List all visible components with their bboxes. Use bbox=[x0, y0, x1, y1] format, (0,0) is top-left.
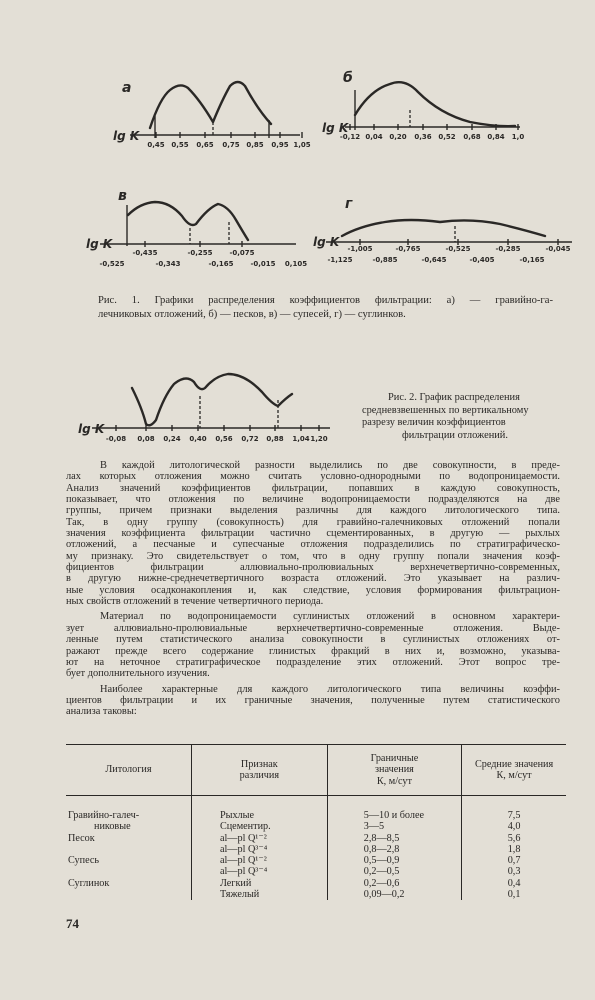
text-line: лах которых отложения можно считать условно-однородными по водопроницаемости. bbox=[66, 471, 560, 483]
panel-letter-b: б bbox=[343, 70, 353, 86]
cell-bounds: 5—10 и более bbox=[327, 796, 461, 822]
tick-label: -0,343 bbox=[155, 260, 181, 268]
text-line: ют на неточное стратиграфическое подразделение этих отложений. Этот вопрос тре- bbox=[66, 656, 560, 668]
header-mean: Средние значения К, м/сут bbox=[462, 745, 566, 796]
tick-label: 0,95 bbox=[271, 141, 289, 149]
tick-label: 0,85 bbox=[246, 141, 264, 149]
axis-label-c: lg K bbox=[86, 237, 113, 251]
header-sign: Признак различия bbox=[191, 745, 327, 796]
paragraph-1 bbox=[66, 460, 560, 611]
tick-label: 0,105 bbox=[284, 260, 308, 268]
cell-lithology: никовые bbox=[94, 821, 131, 833]
cell-sign: al—pl Q³⁻⁴ bbox=[191, 844, 327, 855]
tick-label: 0,52 bbox=[438, 133, 456, 141]
text-line: ленные путем статистического анализа совокупности в суглинистых отложениях от- bbox=[66, 634, 560, 646]
figure2-caption bbox=[362, 392, 555, 442]
cell-mean: 1,8 bbox=[462, 844, 566, 855]
figure2-caption-line: средневзвешенных по вертикальному bbox=[362, 404, 529, 416]
cell-lithology: Супесь bbox=[68, 855, 100, 867]
cell-lithology bbox=[66, 844, 191, 855]
paragraph-2 bbox=[66, 611, 560, 683]
tick-label: 0,45 bbox=[147, 141, 165, 149]
text-line: в другую нижне-среднечетвертичного возраста отложений. Это указывает на различ- bbox=[66, 573, 560, 585]
figure1-caption bbox=[98, 294, 553, 322]
text-line: му признаку. Это свидетельствует о том, что в одну группу попали значения коэф- bbox=[66, 550, 560, 562]
tick-label: -0,285 bbox=[495, 245, 521, 253]
table-row bbox=[66, 889, 566, 900]
cell-mean: 0,4 bbox=[462, 878, 566, 889]
cell-bounds: 0,2—0,6 bbox=[327, 878, 461, 889]
tick-label: -0,075 bbox=[229, 249, 255, 257]
table-row bbox=[66, 821, 566, 832]
text-line: В каждой литологической разности выделились по две совокупности, в преде- bbox=[100, 460, 560, 471]
figures-svg bbox=[0, 0, 595, 460]
panel-letter-a: а bbox=[122, 80, 132, 96]
filtration-table bbox=[66, 744, 566, 900]
cell-bounds: 0,8—2,8 bbox=[327, 844, 461, 855]
text-line: отложений, а песчаные и супесчаные отложения подразделились по стратиграфическо- bbox=[66, 539, 560, 551]
axis-label-b: lg K bbox=[322, 121, 349, 135]
cell-bounds: 0,5—0,9 bbox=[327, 855, 461, 866]
text-line: анализа таковы: bbox=[66, 706, 137, 718]
cell-lithology: Гравийно-галеч- bbox=[68, 810, 140, 821]
text-line: Материал по водопроницаемости суглинистых отложений в основном характери- bbox=[100, 611, 560, 623]
cell-mean: 5,6 bbox=[462, 833, 566, 844]
tick-label: 1,04 bbox=[292, 435, 310, 443]
figure1-caption-line: лечниковых отложений, б) — песков, в) — супесей, г) — суглинков. bbox=[98, 309, 406, 320]
cell-sign: Тяжелый bbox=[191, 889, 327, 900]
tick-label: 0,40 bbox=[189, 435, 207, 443]
cell-sign: Легкий bbox=[191, 878, 327, 889]
tick-label: -0,765 bbox=[395, 245, 421, 253]
table-row bbox=[66, 878, 566, 889]
cell-mean: 4,0 bbox=[462, 821, 566, 832]
cell-lithology bbox=[66, 866, 191, 877]
body-text bbox=[66, 460, 560, 718]
tick-label: 1,20 bbox=[310, 435, 328, 443]
figure2-caption-line: Рис. 2. График распределения bbox=[388, 392, 520, 403]
cell-lithology: Песок bbox=[68, 832, 95, 844]
cell-lithology: Суглинок bbox=[68, 877, 110, 889]
axis-label-a: lg K bbox=[113, 129, 140, 143]
axis-label-fig2: lg K bbox=[78, 422, 105, 436]
tick-label: -0,12 bbox=[339, 133, 361, 141]
tick-label: -0,525 bbox=[99, 260, 125, 268]
cell-sign: Сцементир. bbox=[191, 821, 327, 832]
tick-label: -1,125 bbox=[327, 256, 353, 264]
table-row bbox=[66, 796, 566, 822]
cell-mean: 0,3 bbox=[462, 866, 566, 877]
figure1-panel-c bbox=[86, 188, 307, 268]
cell-bounds: 0,09—0,2 bbox=[327, 889, 461, 900]
tick-label: 0,72 bbox=[241, 435, 259, 443]
figure1-panel-d bbox=[313, 196, 572, 264]
cell-sign: al—pl Q¹⁻² bbox=[191, 855, 327, 866]
table-row bbox=[66, 866, 566, 877]
figure1-panel-a bbox=[113, 80, 311, 149]
cell-bounds: 0,2—0,5 bbox=[327, 866, 461, 877]
table-row bbox=[66, 833, 566, 844]
tick-label: 0,68 bbox=[463, 133, 481, 141]
cell-mean: 7,5 bbox=[462, 796, 566, 822]
text-line: циентов фильтрации и их граничные значения, полученные путем статистического bbox=[66, 694, 560, 706]
text-line: ражают прежде всего содержание глинистых фракций в них и, возможно, указыва- bbox=[66, 645, 560, 657]
cell-mean: 0,7 bbox=[462, 855, 566, 866]
tick-label: 0,56 bbox=[215, 435, 233, 443]
figure2-caption-line: фильтрации отложений. bbox=[402, 429, 508, 441]
text-line: бует дополнительного изучения. bbox=[66, 668, 210, 680]
tick-label: -0,165 bbox=[519, 256, 545, 264]
figure2-caption-line: разрезу величин коэффициентов bbox=[362, 417, 506, 428]
tick-label: 0,88 bbox=[266, 435, 284, 443]
figure2-chart bbox=[78, 374, 330, 443]
cell-sign: al—pl Q¹⁻² bbox=[191, 833, 327, 844]
axis-label-d: lg K bbox=[313, 235, 340, 249]
table-row bbox=[66, 844, 566, 855]
cell-bounds: 3—5 bbox=[327, 821, 461, 832]
tick-label: 0,20 bbox=[389, 133, 407, 141]
tick-label: -0,08 bbox=[105, 435, 127, 443]
tick-label: 0,75 bbox=[222, 141, 240, 149]
figure1-caption-line: Рис. 1. Графики распределения коэффициентов фильтрации: а) — гравийно-га- bbox=[98, 295, 553, 306]
tick-label: -0,255 bbox=[187, 249, 213, 257]
tick-label: -0,405 bbox=[469, 256, 495, 264]
text-line: Так, в одну группу (совокупность) для гравийно-галечниковых отложений попали bbox=[66, 516, 560, 528]
tick-label: 0,55 bbox=[171, 141, 189, 149]
tick-label: -0,525 bbox=[445, 245, 471, 253]
tick-label: -1,005 bbox=[347, 245, 373, 253]
text-line: группы, причем признаки выделения различны для каждого литологического типа. bbox=[66, 505, 560, 517]
tick-label: 1,05 bbox=[293, 141, 311, 149]
tick-label: 0,84 bbox=[487, 133, 505, 141]
paragraph-3 bbox=[66, 684, 560, 718]
text-line: зует аллювиально-пролювиальные верхнечетвертично-современные отложения. Выде- bbox=[66, 622, 560, 634]
text-line: Анализ значений коэффициентов фильтрации, попавших в каждую совокупность, bbox=[66, 482, 560, 494]
cell-bounds: 2,8—8,5 bbox=[327, 833, 461, 844]
tick-label: -0,165 bbox=[208, 260, 234, 268]
tick-label: 0,24 bbox=[163, 435, 181, 443]
cell-mean: 0,1 bbox=[462, 889, 566, 900]
panel-letter-c: в bbox=[118, 188, 127, 204]
text-line: показывает, что отложения по величине водопроницаемости подразделяются на две bbox=[66, 494, 560, 506]
tick-label: -0,645 bbox=[421, 256, 447, 264]
tick-label: 0,36 bbox=[414, 133, 432, 141]
text-line: Наиболее характерные для каждого литологического типа величины коэффи- bbox=[100, 683, 560, 695]
tick-label: 1,0 bbox=[511, 133, 525, 141]
page-number: 74 bbox=[66, 916, 79, 931]
table-row bbox=[66, 855, 566, 866]
text-line: ных свойств отложений в течение четвертичного периода. bbox=[66, 596, 324, 608]
tick-label: 0,65 bbox=[196, 141, 214, 149]
header-bounds: Граничные значения К, м/сут bbox=[327, 745, 461, 796]
table-header-row bbox=[66, 745, 566, 796]
cell-sign: Рыхлые bbox=[191, 796, 327, 822]
tick-label: -0,435 bbox=[132, 249, 158, 257]
tick-label: 0,08 bbox=[137, 435, 155, 443]
tick-label: -0,015 bbox=[250, 260, 276, 268]
cell-sign: al—pl Q³⁻⁴ bbox=[191, 866, 327, 877]
figure1-panel-b bbox=[322, 70, 524, 141]
panel-letter-d: г bbox=[345, 196, 353, 212]
text-line: значения коэффициента фильтрации частично сцементированных, в другую — рыхлых bbox=[66, 528, 560, 540]
text-line: ные условия осадконакопления и, как следствие, условия формирования фильтрацион- bbox=[66, 584, 560, 596]
cell-lithology bbox=[66, 889, 191, 900]
tick-label: -0,045 bbox=[545, 245, 571, 253]
tick-label: 0,04 bbox=[365, 133, 383, 141]
text-line: фициентов фильтрации аллювиально-пролювиальных верхнечетвертично-современных, bbox=[66, 562, 560, 574]
header-lithology: Литология bbox=[105, 764, 152, 776]
tick-label: -0,885 bbox=[372, 256, 398, 264]
